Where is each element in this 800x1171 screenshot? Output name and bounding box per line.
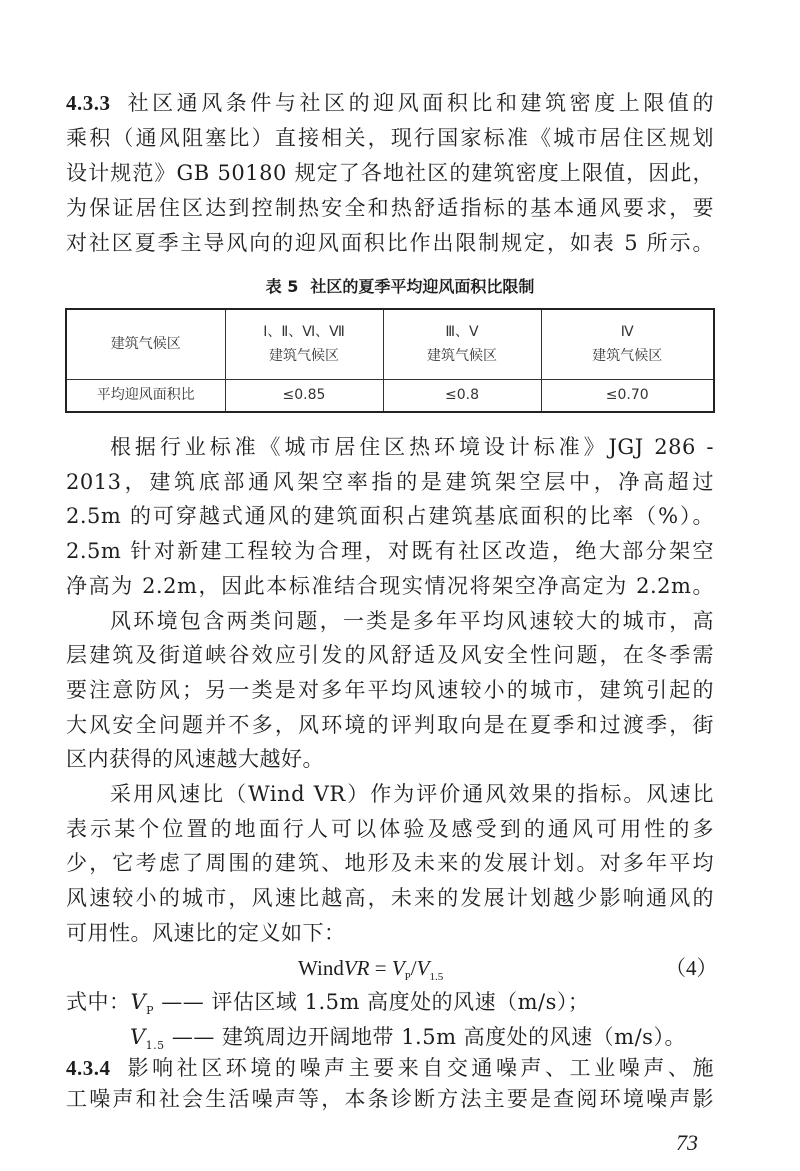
formula-sub: P — [404, 970, 411, 983]
definition: —— 建筑周边开阔地带 1.5m 高度处的风速（m/s）。 — [164, 1024, 686, 1049]
equation-number: （4） — [665, 955, 718, 980]
formula-part: / — [410, 955, 417, 980]
text-line: 设计规范》GB 50180 规定了各地社区的建筑密度上限值，因此， — [66, 161, 714, 185]
formula-sub: 1.5 — [429, 970, 444, 983]
where-prefix: 式中： — [66, 990, 131, 1015]
text-line: 表示某个位置的地面行人可以体验及感受到的通风可用性的多 — [66, 816, 714, 841]
table-row — [66, 379, 714, 412]
text-line: 采用风速比（Wind VR）作为评价通风效果的指标。风速比 — [110, 782, 714, 806]
text-line: 乘积（通风阻塞比）直接相关，现行国家标准《城市居住区规划 — [66, 126, 714, 150]
header-cell: 建筑气候区 — [66, 309, 225, 379]
text-line: 2.5m 的可穿越式通风的建筑面积占建筑基底面积的比率（%）。 — [66, 504, 714, 529]
header-cell — [383, 309, 541, 379]
zone-sub: 建筑气候区 — [592, 348, 663, 365]
row-label: 平均迎风面积比 — [66, 379, 225, 412]
table-title: 社区的夏季平均迎风面积比限制 — [310, 277, 535, 296]
formula-var: V — [391, 955, 405, 980]
text-line: 大风安全问题并不多，风环境的评判取向是在夏季和过渡季，街 — [66, 712, 714, 737]
zone-sub: 建筑气候区 — [427, 348, 497, 365]
ratio-table — [65, 308, 715, 413]
table-number: 表 5 — [265, 277, 299, 296]
zone-sub: 建筑气候区 — [269, 348, 339, 365]
text-line — [66, 1051, 714, 1086]
text-line: 对社区夏季主导风向的迎风面积比作出限制规定，如表 5 所示。 — [66, 231, 714, 255]
text-line: 少，它考虑了周围的建筑、地形及未来的发展计划。对多年平均 — [66, 851, 714, 876]
formula-var: V — [130, 1024, 146, 1049]
text-line: 风环境包含两类问题，一类是多年平均风速较大的城市，高 — [110, 608, 714, 633]
section-number: 4.3.4 — [66, 1056, 111, 1080]
text-line: 2.5m 针对新建工程较为合理，对既有社区改造，绝大部分架空 — [66, 539, 714, 564]
text-line: 根据行业标准《城市居住区热环境设计标准》JGJ 286 - — [110, 435, 714, 459]
header-cell — [541, 309, 714, 379]
formula-part: VR — [343, 955, 370, 980]
text-line — [66, 86, 714, 121]
table-header-row — [66, 309, 714, 379]
section-number: 4.3.3 — [66, 91, 111, 115]
formula-part — [391, 955, 411, 983]
table-caption — [0, 274, 800, 297]
text-span: 影响社区环境的噪声主要来自交通噪声、工业噪声、施 — [124, 1056, 714, 1080]
formula — [0, 951, 800, 986]
where-line-vp — [66, 985, 714, 1020]
formula-var: V — [130, 990, 147, 1015]
formula-part: Wind — [298, 955, 344, 980]
definition: —— 评估区域 1.5m 高度处的风速（m/s）； — [154, 990, 590, 1015]
formula-var: V — [416, 955, 430, 980]
zone-label: Ⅳ — [620, 324, 634, 341]
text-line: 层建筑及街道峡谷效应引发的风舒适及风安全性问题，在冬季需 — [66, 643, 714, 668]
symbol — [130, 1024, 165, 1053]
text-span: 社区通风条件与社区的迎风面积比和建筑密度上限值的 — [124, 91, 714, 115]
formula-sub: P — [146, 1004, 155, 1018]
page-number: 73 — [676, 1130, 698, 1155]
value-cell: ≤0.85 — [225, 379, 383, 412]
text-line: 工噪声和社会生活噪声等，本条诊断方法主要是查阅环境噪声影 — [66, 1087, 714, 1111]
value-cell: ≤0.8 — [383, 379, 541, 412]
header-cell — [225, 309, 383, 379]
text-line: 区内获得的风速越大越好。 — [66, 747, 324, 772]
zone-label: Ⅰ、Ⅱ、Ⅵ、Ⅶ — [263, 324, 345, 341]
formula-part — [416, 955, 444, 983]
where-line-v15 — [130, 1020, 778, 1055]
value-cell: ≤0.70 — [541, 379, 714, 412]
symbol — [130, 990, 155, 1018]
text-line: 要注意防风；另一类是对多年平均风速较小的城市，建筑引起的 — [66, 677, 714, 702]
formula-sub: 1.5 — [145, 1039, 165, 1053]
formula-part: = — [369, 955, 392, 980]
text-line: 可用性。风速比的定义如下： — [66, 920, 346, 945]
text-line: 为保证居住区达到控制热安全和热舒适指标的基本通风要求，要 — [66, 196, 714, 220]
text-line: 净高为 2.2m，因此本标准结合现实情况将架空净高定为 2.2m。 — [66, 573, 714, 598]
text-line: 2013，建筑底部通风架空率指的是建筑架空层中，净高超过 — [66, 469, 714, 494]
text-line: 风速较小的城市，风速比越高，未来的发展计划越少影响通风的 — [66, 886, 714, 911]
zone-label: Ⅲ、Ⅴ — [445, 324, 479, 341]
